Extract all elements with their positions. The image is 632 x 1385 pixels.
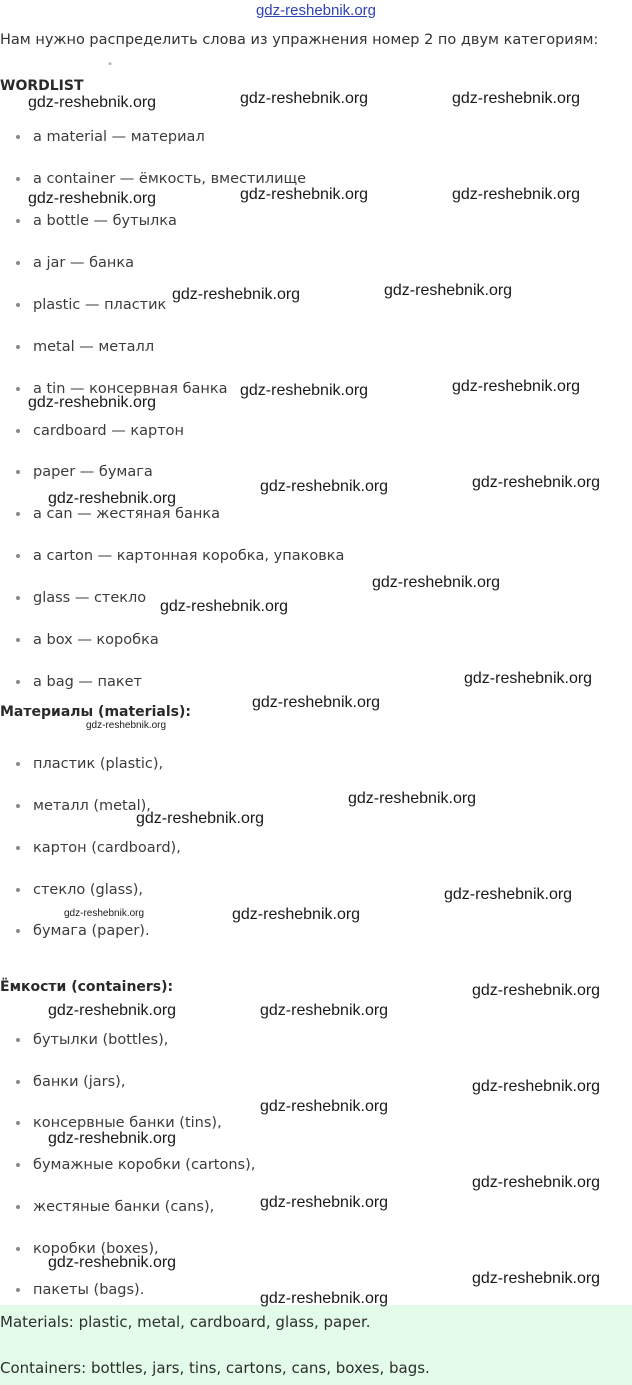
bullet-icon (16, 804, 20, 808)
watermark: gdz-reshebnik.org (28, 94, 157, 111)
watermark: gdz-reshebnik.org (260, 1002, 389, 1019)
watermark: gdz-reshebnik.org (252, 694, 381, 711)
answer-materials: Materials: plastic, metal, cardboard, glass, paper. (0, 1313, 371, 1331)
watermark: gdz-reshebnik.org (472, 474, 601, 491)
watermark: gdz-reshebnik.org (444, 886, 573, 903)
bullet-icon (16, 762, 20, 766)
site-link[interactable]: gdz-reshebnik.org (255, 2, 377, 19)
bullet-icon (16, 1247, 20, 1251)
watermark: gdz-reshebnik.org (232, 906, 361, 923)
bullet-icon (16, 387, 20, 391)
watermark: gdz-reshebnik.org (172, 286, 301, 303)
watermark: gdz-reshebnik.org (372, 574, 501, 591)
watermark: gdz-reshebnik.org (160, 598, 289, 615)
watermark: gdz-reshebnik.org (472, 982, 601, 999)
watermark: gdz-reshebnik.org (48, 1254, 177, 1271)
intro-text: Нам нужно распределить слова из упражнения номер 2 по двум категориям: (0, 32, 599, 48)
bullet-icon (16, 888, 20, 892)
watermark: gdz-reshebnik.org (86, 720, 167, 731)
watermark: gdz-reshebnik.org (472, 1078, 601, 1095)
watermark: gdz-reshebnik.org (48, 1130, 177, 1147)
watermark: gdz-reshebnik.org (260, 478, 389, 495)
bullet-icon (16, 554, 20, 558)
wordlist-heading: WORDLIST (0, 78, 84, 94)
watermark: gdz-reshebnik.org (472, 1270, 601, 1287)
bullet-icon (16, 303, 20, 307)
watermark: gdz-reshebnik.org (384, 282, 513, 299)
materials-heading: Материалы (materials): (0, 704, 191, 720)
bullet-icon (16, 345, 20, 349)
bullet-icon (16, 219, 20, 223)
bullet-icon (16, 1038, 20, 1042)
bullet-icon (16, 135, 20, 139)
containers-heading: Ёмкости (containers): (0, 979, 174, 995)
bullet-icon (16, 429, 20, 433)
bullet-icon (16, 512, 20, 516)
bullet-icon (16, 1121, 20, 1125)
watermark: gdz-reshebnik.org (136, 810, 265, 827)
watermark: gdz-reshebnik.org (48, 1002, 177, 1019)
watermark: gdz-reshebnik.org (464, 670, 593, 687)
watermark: gdz-reshebnik.org (240, 382, 369, 399)
watermark: gdz-reshebnik.org (472, 1174, 601, 1191)
quote-mark: " (108, 62, 113, 72)
watermark: gdz-reshebnik.org (28, 190, 157, 207)
watermark: gdz-reshebnik.org (64, 908, 145, 919)
watermark: gdz-reshebnik.org (240, 186, 369, 203)
watermark: gdz-reshebnik.org (452, 186, 581, 203)
answer-containers: Containers: bottles, jars, tins, cartons, cans, boxes, bags. (0, 1359, 430, 1377)
watermark: gdz-reshebnik.org (28, 394, 157, 411)
watermark: gdz-reshebnik.org (452, 378, 581, 395)
bullet-icon (16, 638, 20, 642)
watermark: gdz-reshebnik.org (260, 1290, 389, 1307)
bullet-icon (16, 1205, 20, 1209)
bullet-icon (16, 470, 20, 474)
bullet-icon (16, 261, 20, 265)
watermark: gdz-reshebnik.org (260, 1098, 389, 1115)
watermark: gdz-reshebnik.org (260, 1194, 389, 1211)
bullet-icon (16, 177, 20, 181)
watermark: gdz-reshebnik.org (348, 790, 477, 807)
bullet-icon (16, 1080, 20, 1084)
bullet-icon (16, 1163, 20, 1167)
bullet-icon (16, 929, 20, 933)
bullet-icon (16, 846, 20, 850)
bullet-icon (16, 1288, 20, 1292)
bullet-icon (16, 680, 20, 684)
answer-box (0, 1305, 632, 1385)
bullet-icon (16, 596, 20, 600)
watermark: gdz-reshebnik.org (48, 490, 177, 507)
watermark: gdz-reshebnik.org (240, 90, 369, 107)
watermark: gdz-reshebnik.org (452, 90, 581, 107)
